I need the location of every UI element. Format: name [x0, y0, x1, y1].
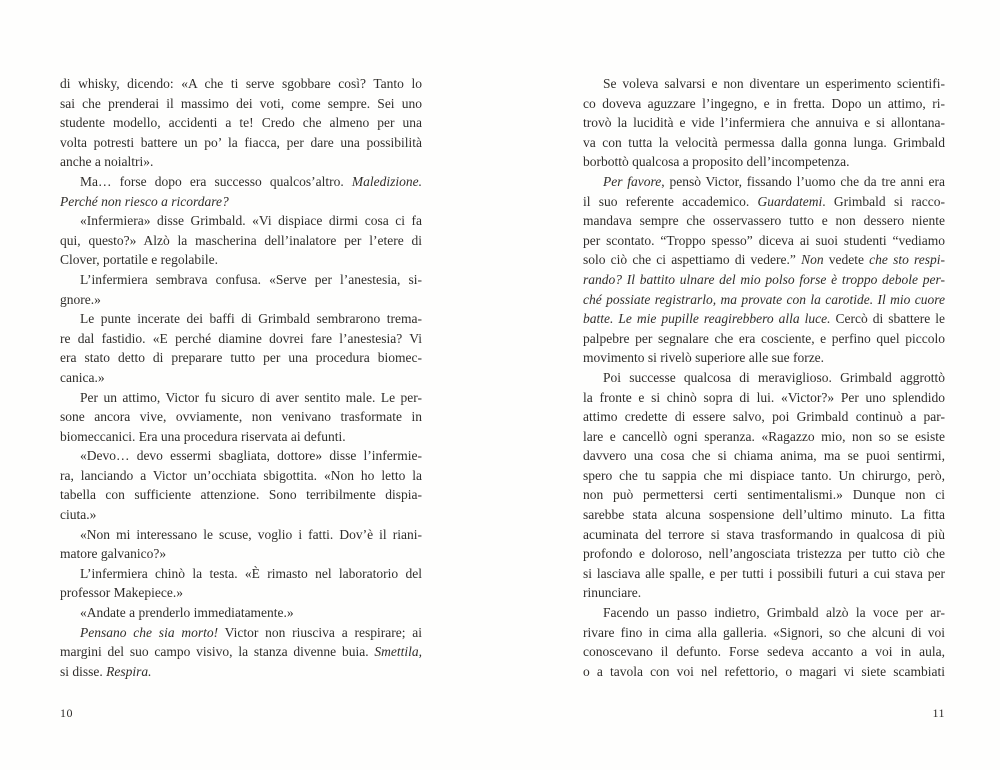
text-line: solo ciò che ci aspettiamo di vedere.” Non vedete che sto respi- [583, 252, 946, 268]
text-line: margini del suo campo visivo, la stanza divenne buia. Smettila, [60, 644, 422, 660]
text-line: L’infermiera sembrava confusa. «Serve per l’anestesia, si- [80, 271, 422, 287]
text-line: Pensano che sia morto! Victor non riusciva a respirare; ai [80, 624, 422, 640]
right-page-text [583, 74, 945, 681]
text-line: sone ancora vive, ovviamente, non venivano trasformate in [60, 409, 422, 425]
text-line: re dal fastidio. «E perché diamine dovrei fare l’anestesia? Vi [60, 330, 422, 346]
text-line: biomeccanici. Era una procedura riservata ai defunti. [60, 428, 346, 444]
text-line: L’infermiera chinò la testa. «È rimasto nel laboratorio del [80, 565, 422, 581]
text-line: il suo referente accademico. Guardatemi. Grimbald si racco- [583, 193, 945, 209]
text-line: canica.» [60, 369, 105, 385]
text-line: rando? Il battito ulnare del mio polso forse è troppo debole per- [583, 271, 945, 287]
text-line: matore galvanico?» [60, 546, 167, 562]
left-page-text [60, 74, 422, 681]
text-line: la fronte e si chinò sopra di lui. «Victor?» Per uno splendido [583, 389, 946, 405]
text-line: sarebbe stata alcuna sospensione dell’ultimo minuto. La fitta [583, 507, 945, 523]
text-line: qui, questo?» Alzò la mascherina dell’inalatore per l’etere di [60, 232, 422, 248]
text-line: di whisky, dicendo: «A che ti serve sgobbare così? Tanto lo [60, 76, 422, 91]
text-line: Le punte incerate dei baffi di Grimbald sembrarono trema- [80, 311, 423, 327]
text-line: «Andate a prenderlo immediatamente.» [80, 605, 294, 621]
text-line: professor Makepiece.» [60, 585, 183, 601]
text-line: «Devo… devo essermi sbagliata, dottore» disse l’infermie- [80, 448, 422, 464]
text-line: Ma… forse dopo era successo qualcos’altro. Maledizione. [80, 173, 422, 189]
text-line: spero che tu sappia che mi dispiace tanto. Un chirurgo, però, [583, 467, 945, 483]
text-line: o a tavola con voi nel refettorio, o magari vi siete scambiati [583, 663, 945, 679]
page-number-left: 10 [60, 706, 73, 720]
text-line: ché possiate registrarlo, ma provate con la carotide. Il mio cuore [583, 291, 945, 307]
text-line: conoscevano il defunto. Forse sedeva accanto a voi in aula, [583, 644, 945, 660]
text-line: «Non mi interessano le scuse, voglio i fatti. Dov’è il riani- [80, 526, 422, 542]
text-line: co doveva aguzzare l’ingegno, e in fretta. Dopo un attimo, ri- [583, 95, 945, 111]
text-line: rinunciare. [583, 585, 642, 601]
text-line: Per favore, pensò Victor, fissando l’uomo che da tre anni era [603, 173, 945, 189]
text-line: profondo e doloroso, nell’angosciata tristezza per tutto ciò che [583, 546, 945, 562]
text-line: volta potresti battere un po’ la fiacca, per dare una possibilità [60, 134, 422, 150]
text-line: palpebre per segnalare che era cosciente, e perfino quel piccolo [583, 330, 945, 346]
text-line: per scontato. “Troppo spesso” diceva ai suoi studenti “vediamo [583, 232, 945, 248]
text-line: batte. Le mie pupille reagirebbero alla luce. Cercò di sbattere le [583, 311, 945, 327]
text-line: anche a noialtri». [60, 154, 154, 170]
text-line: Clover, portatile e regolabile. [60, 252, 219, 268]
text-line: borbottò qualcosa a proposito dell’incompetenza. [583, 154, 850, 170]
text-line: si lasciava alle spalle, e per tutti i possibili futuri a cui stava per [583, 565, 945, 581]
text-line: Se voleva salvarsi e non diventare un esperimento scientifi- [603, 76, 945, 91]
text-line: acuminata del terrore si stava trasformando in qualcosa di più [583, 526, 945, 542]
text-line: non può permettersi certi sentimentalismi.» Dunque non ci [583, 487, 945, 503]
text-line: rivare fino in cima alla galleria. «Signori, so che alcuni di voi [583, 624, 945, 640]
text-line: mandava sempre che osservassero tutto e non dessero niente [583, 213, 945, 229]
text-line: Perché non riesco a ricordare? [60, 193, 229, 209]
text-line: era stato detto di preparare tutto per una procedura biomec- [60, 350, 422, 366]
text-line: studente modello, accidenti a te! Credo che almeno per una [60, 115, 423, 131]
text-line: tabella con sufficiente attenzione. Sono terribilmente dispia- [60, 487, 422, 503]
text-line: lare e cancellò ogni speranza. «Ragazzo mio, non so se esiste [583, 428, 946, 444]
text-line: ciuta.» [60, 507, 97, 523]
text-line: trovò la lucidità e vide l’infermiera che annuiva e si allontana- [583, 115, 945, 131]
text-line: Facendo un passo indietro, Grimbald alzò la voce per ar- [603, 605, 945, 621]
text-line: attimo credette di essere salvo, poi Grimbald continuò a par- [583, 409, 946, 425]
text-line: Poi successe qualcosa di meraviglioso. Grimbald aggrottò [603, 369, 945, 385]
text-line: «Infermiera» disse Grimbald. «Vi dispiace dirmi cosa ci fa [80, 213, 422, 229]
text-line: gnore.» [60, 291, 101, 307]
page-number-right: 11 [932, 706, 945, 720]
text-line: Per un attimo, Victor fu sicuro di aver sentito male. Le per- [80, 389, 422, 405]
text-line: sai che prenderai il massimo dei voti, come sempre. Sei uno [60, 95, 422, 111]
text-line: movimento si rivelò superiore alle sue forze. [583, 350, 825, 366]
text-line: va con tutta la velocità permessa dalla gonna lunga. Grimbald [583, 134, 945, 150]
text-line: si disse. Respira. [60, 663, 152, 679]
text-line: davvero una cosa che si chiama anima, ma se puoi sentirmi, [583, 448, 945, 464]
text-line: ra, lanciando a Victor un’occhiata sbigottita. «Non ho letto la [60, 467, 422, 483]
